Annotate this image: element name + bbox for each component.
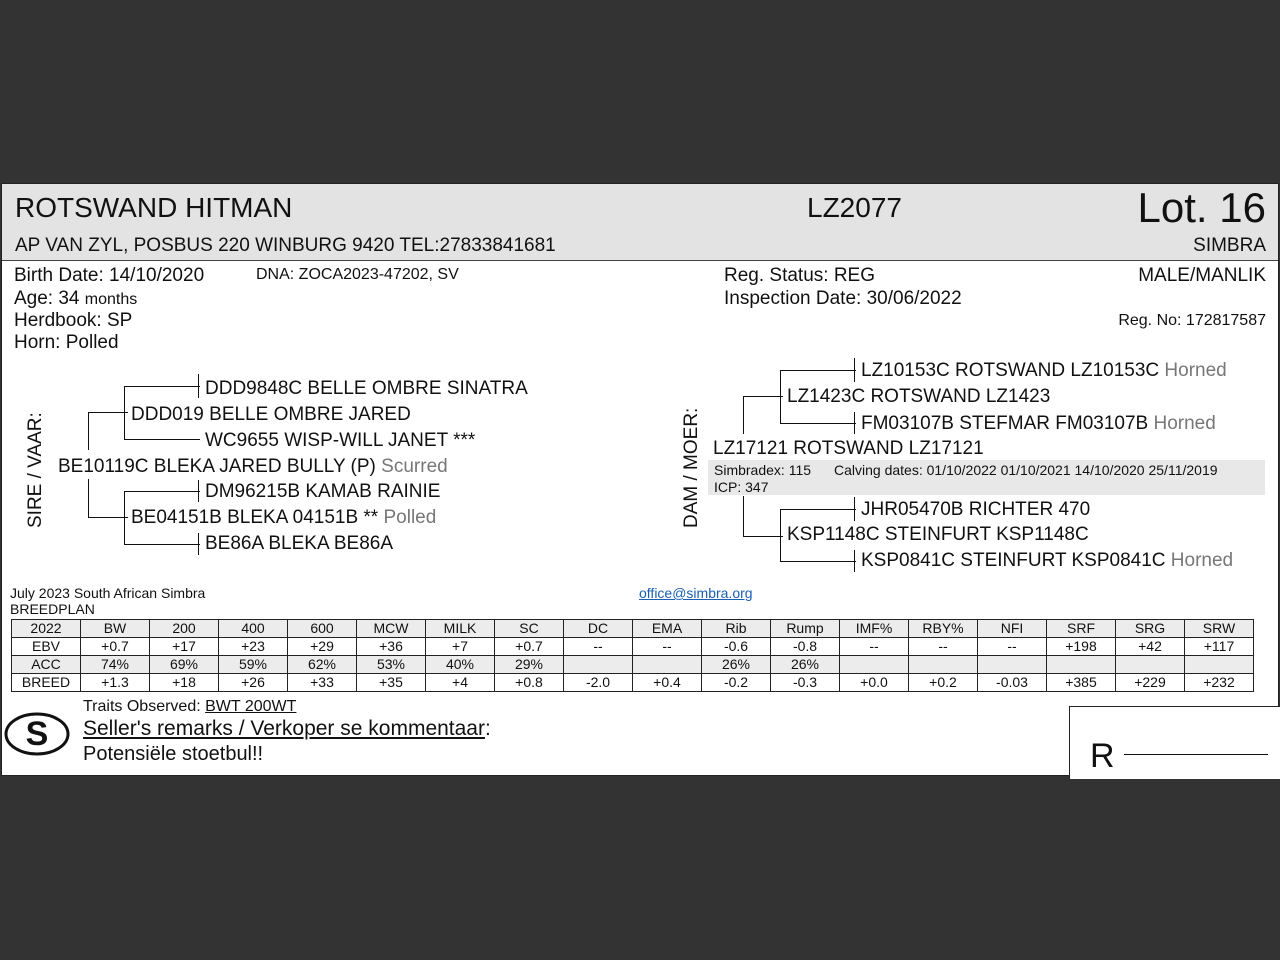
ebv-header-cell: IMF% (840, 620, 909, 638)
tree-line (124, 491, 125, 544)
seller-remarks-heading: Seller's remarks / Verkoper se kommentaar: (83, 717, 491, 740)
breed-name: SIMBRA (1193, 235, 1266, 256)
dam-sire-sire: LZ10153C ROTSWAND LZ10153C Horned (861, 360, 1227, 381)
herdbook: Herdbook: SP (14, 310, 133, 331)
tree-line (198, 533, 199, 555)
tree-line (854, 412, 855, 434)
ebv-header-cell: 400 (219, 620, 288, 638)
ebv-cell: BREED (12, 674, 81, 692)
owner-info: AP VAN ZYL, POSBUS 220 WINBURG 9420 TEL:27833841681 (15, 235, 556, 256)
ebv-cell: +0.0 (840, 674, 909, 692)
tree-line (854, 497, 855, 521)
tree-line (780, 509, 856, 510)
ebv-cell: ACC (12, 656, 81, 674)
sex: MALE/MANLIK (1138, 265, 1266, 286)
price-box (1069, 706, 1280, 779)
ebv-cell: -0.3 (771, 674, 840, 692)
ebv-cell: +35 (357, 674, 426, 692)
ebv-cell (1047, 656, 1116, 674)
ebv-cell (1116, 656, 1185, 674)
ebv-cell: +23 (219, 638, 288, 656)
tree-line (88, 479, 89, 517)
ebv-header-cell: Rib (702, 620, 771, 638)
ebv-cell: +7 (426, 638, 495, 656)
tree-line (88, 412, 128, 413)
ebv-cell: EBV (12, 638, 81, 656)
animal-code: LZ2077 (807, 192, 902, 223)
tree-line (88, 412, 89, 450)
ebv-cell: +232 (1185, 674, 1254, 692)
traits-observed: Traits Observed: BWT 200WT (83, 698, 297, 715)
dam-label: DAM / MOER: (681, 407, 702, 528)
breedplan-text: BREEDPLAN (10, 601, 95, 617)
ebv-row (12, 638, 1254, 656)
tree-line (743, 396, 783, 397)
ebv-header-cell: BW (81, 620, 150, 638)
sire-dam: BE04151B BLEKA 04151B ** Polled (131, 507, 437, 528)
tree-line (780, 509, 781, 561)
tree-line (743, 496, 744, 536)
ebv-header-cell: SRG (1116, 620, 1185, 638)
inspection-date: Inspection Date: 30/06/2022 (724, 288, 962, 309)
ebv-cell: 59% (219, 656, 288, 674)
ebv-cell: 74% (81, 656, 150, 674)
icp: ICP: 347 (714, 479, 769, 495)
ebv-header-cell: MILK (426, 620, 495, 638)
ebv-cell: +18 (150, 674, 219, 692)
price-prefix: R (1090, 737, 1115, 775)
dam-name: LZ17121 ROTSWAND LZ17121 (713, 438, 984, 459)
ebv-header-cell: SRF (1047, 620, 1116, 638)
ebv-cell: -- (633, 638, 702, 656)
ebv-cell: +0.2 (909, 674, 978, 692)
ebv-cell: 62% (288, 656, 357, 674)
sire-sire-sire: DDD9848C BELLE OMBRE SINATRA (205, 378, 528, 399)
tree-line (743, 396, 744, 434)
ebv-cell: -0.03 (978, 674, 1047, 692)
ebv-header-cell: DC (564, 620, 633, 638)
ebv-cell (978, 656, 1047, 674)
reg-number: Reg. No: 172817587 (1118, 312, 1266, 329)
ebv-cell: +4 (426, 674, 495, 692)
ebv-header-row (12, 620, 1254, 638)
reg-status: Reg. Status: REG (724, 265, 876, 286)
owner-row (2, 231, 1278, 261)
birth-date: Birth Date: 14/10/2020 (14, 265, 205, 286)
logo-letter: S (25, 715, 49, 753)
tree-line (854, 358, 855, 382)
ebv-cell: -- (909, 638, 978, 656)
price-line (1124, 754, 1268, 755)
sire-dam-dam: BE86A BLEKA BE86A (205, 533, 394, 554)
ebv-cell: +42 (1116, 638, 1185, 656)
tree-line (854, 550, 855, 572)
sire-label: SIRE / VAAR: (25, 412, 46, 528)
tree-line (780, 370, 781, 423)
dam-dam-dam: KSP0841C STEINFURT KSP0841C Horned (861, 550, 1234, 571)
dam-sire-dam: FM03107B STEFMAR FM03107B Horned (861, 413, 1216, 434)
ebv-row (12, 674, 1254, 692)
tree-line (780, 561, 856, 562)
sire-sire-dam: WC9655 WISP-WILL JANET *** (205, 430, 476, 451)
email-link[interactable]: office@simbra.org (639, 585, 753, 601)
ebv-cell: +198 (1047, 638, 1116, 656)
ebv-cell: +17 (150, 638, 219, 656)
sire-name: BE10119C BLEKA JARED BULLY (P) Scurred (58, 456, 448, 477)
dam-dam-sire: JHR05470B RICHTER 470 (861, 499, 1091, 520)
ebv-header-cell: 2022 (12, 620, 81, 638)
tree-line (124, 544, 200, 545)
simbradex: Simbradex: 115 (714, 462, 812, 478)
age: Age: 34 months (14, 288, 138, 309)
ebv-cell: +29 (288, 638, 357, 656)
ebv-cell (1185, 656, 1254, 674)
ebv-header-cell: RBY% (909, 620, 978, 638)
ebv-cell (564, 656, 633, 674)
ebv-cell: -0.2 (702, 674, 771, 692)
dam-dam: KSP1148C STEINFURT KSP1148C (787, 524, 1089, 545)
ebv-row (12, 656, 1254, 674)
horn-status: Horn: Polled (14, 332, 119, 353)
ebv-cell: 26% (702, 656, 771, 674)
ebv-cell (840, 656, 909, 674)
ebv-header-cell: 200 (150, 620, 219, 638)
seller-remarks-text: Potensiële stoetbul!! (83, 743, 264, 765)
ebv-cell: 69% (150, 656, 219, 674)
tree-line (743, 536, 783, 537)
ebv-cell: -2.0 (564, 674, 633, 692)
tree-line (88, 517, 128, 518)
tree-line (780, 423, 856, 424)
ebv-cell: +33 (288, 674, 357, 692)
ebv-cell: +0.7 (495, 638, 564, 656)
ebv-cell: +385 (1047, 674, 1116, 692)
ebv-header-cell: 600 (288, 620, 357, 638)
ebv-cell: +36 (357, 638, 426, 656)
ebv-table (11, 619, 1254, 692)
ebv-header-cell: NFI (978, 620, 1047, 638)
ebv-cell: +26 (219, 674, 288, 692)
header-row (2, 184, 1278, 232)
ebv-cell: -- (978, 638, 1047, 656)
lot-card (1, 183, 1279, 776)
animal-name: ROTSWAND HITMAN (15, 192, 293, 223)
tree-line (124, 491, 200, 492)
lot-number: Lot. 16 (1137, 184, 1266, 231)
simbra-logo-icon (4, 707, 70, 757)
sire-sire: DDD019 BELLE OMBRE JARED (131, 404, 411, 425)
sire-dam-sire: DM96215B KAMAB RAINIE (205, 481, 441, 502)
ebv-cell (909, 656, 978, 674)
ebv-cell: +117 (1185, 638, 1254, 656)
ebv-cell: +0.7 (81, 638, 150, 656)
tree-line (198, 374, 199, 398)
tree-line (124, 439, 200, 440)
ebv-header-cell: SC (495, 620, 564, 638)
ebv-cell: 53% (357, 656, 426, 674)
ebv-cell (633, 656, 702, 674)
ebv-cell: -0.6 (702, 638, 771, 656)
ebv-header-cell: SRW (1185, 620, 1254, 638)
dna-info: DNA: ZOCA2023-47202, SV (256, 266, 459, 283)
ebv-cell: +0.4 (633, 674, 702, 692)
ebv-cell: -- (564, 638, 633, 656)
tree-line (124, 386, 200, 387)
ebv-header-cell: MCW (357, 620, 426, 638)
ebv-cell: +229 (1116, 674, 1185, 692)
tree-line (780, 370, 856, 371)
ebv-cell: 29% (495, 656, 564, 674)
ebv-header-cell: EMA (633, 620, 702, 638)
ebv-cell: 26% (771, 656, 840, 674)
ebv-cell: +1.3 (81, 674, 150, 692)
tree-line (198, 480, 199, 502)
ebv-cell: 40% (426, 656, 495, 674)
ebv-cell: -- (840, 638, 909, 656)
source-text: July 2023 South African Simbra (10, 585, 206, 601)
ebv-cell: -0.8 (771, 638, 840, 656)
calving-dates: Calving dates: 01/10/2022 01/10/2021 14/10/2020 25/11/2019 (834, 462, 1218, 478)
dam-performance-box (708, 460, 1265, 495)
ebv-header-cell: Rump (771, 620, 840, 638)
tree-line (124, 386, 125, 439)
dam-sire: LZ1423C ROTSWAND LZ1423 (787, 386, 1051, 407)
ebv-cell: +0.8 (495, 674, 564, 692)
